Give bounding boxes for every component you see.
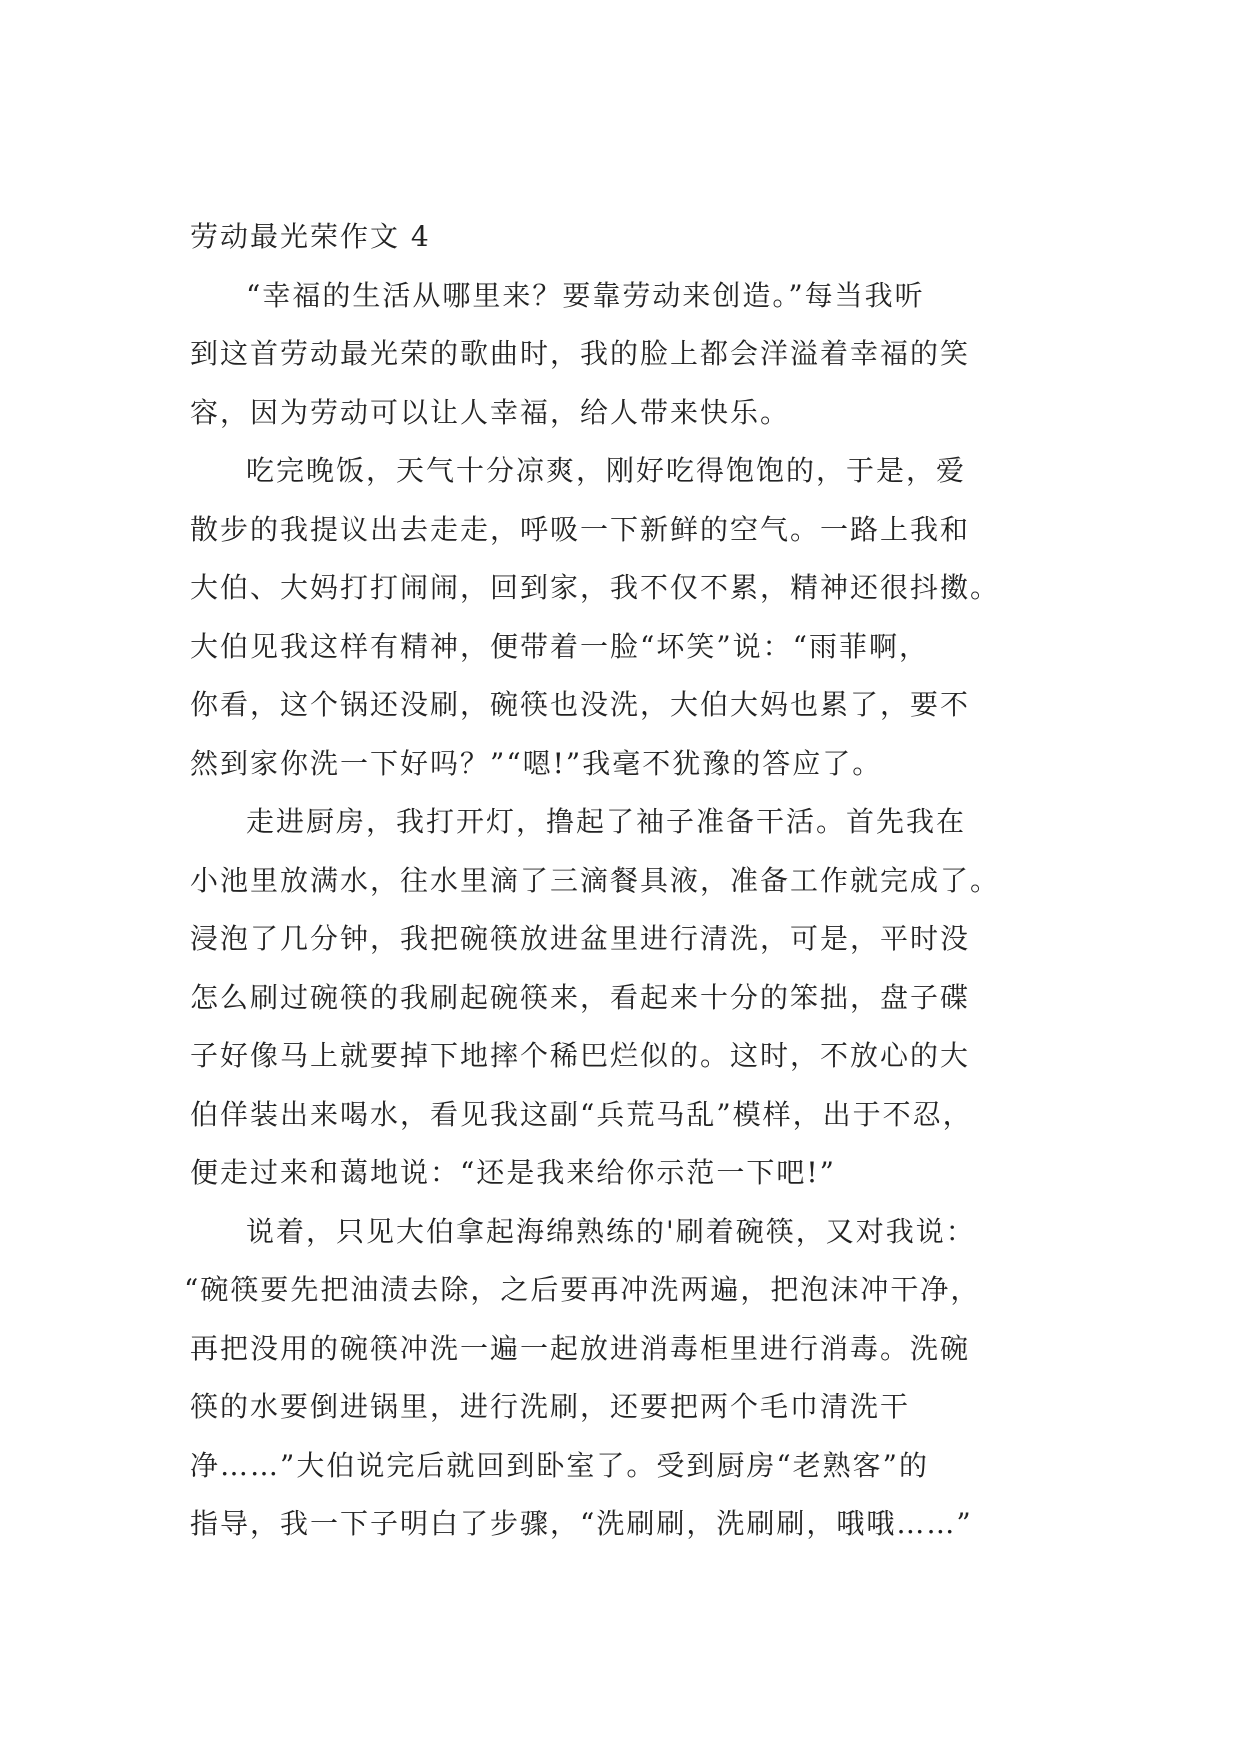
paragraph-line: 大伯见我这样有精神，便带着一脸“坏笑”说：“雨菲啊， bbox=[190, 629, 929, 663]
paragraph-line: 净……”大伯说完后就回到卧室了。受到厨房“老熟客”的 bbox=[190, 1448, 929, 1482]
paragraph-line: 伯佯装出来喝水，看见我这副“兵荒马乱”模样，出于不忍， bbox=[190, 1097, 973, 1131]
article-title: 劳动最光荣作文 4 bbox=[190, 220, 431, 253]
paragraph-line: 散步的我提议出去走走，呼吸一下新鲜的空气。一路上我和 bbox=[190, 512, 971, 546]
paragraph-line: 指导，我一下子明白了步骤，“洗刷刷，洗刷刷，哦哦……” bbox=[190, 1507, 973, 1540]
paragraph-line: “幸福的生活从哪里来？要靠劳动来创造。”每当我听 bbox=[246, 278, 925, 312]
paragraph-line: 子好像马上就要掉下地摔个稀巴烂似的。这时，不放心的大 bbox=[190, 1039, 971, 1072]
paragraph-line: 到这首劳动最光荣的歌曲时，我的脸上都会洋溢着幸福的笑 bbox=[190, 337, 971, 370]
paragraph-line: 再把没用的碗筷冲洗一遍一起放进消毒柜里进行消毒。洗碗 bbox=[190, 1331, 971, 1365]
paragraph-line: “碗筷要先把油渍去除，之后要再冲洗两遍，把泡沫冲干净， bbox=[184, 1273, 981, 1306]
paragraph-1 bbox=[190, 267, 1045, 443]
paragraph-line: 筷的水要倒进锅里，进行洗刷，还要把两个毛巾清洗干 bbox=[190, 1390, 911, 1423]
paragraph-line: 容，因为劳动可以让人幸福，给人带来快乐。 bbox=[190, 395, 791, 429]
paragraph-line: 便走过来和蔼地说：“还是我来给你示范一下吧!” bbox=[190, 1156, 836, 1189]
paragraph-line: 说着，只见大伯拿起海绵熟练的'刷着碗筷，又对我说： bbox=[246, 1214, 976, 1248]
paragraph-2 bbox=[190, 442, 1045, 793]
paragraph-line: 大伯、大妈打打闹闹，回到家，我不仅不累，精神还很抖擞。 bbox=[190, 571, 1001, 604]
article-content bbox=[184, 208, 1045, 1554]
paragraph-line: 吃完晚饭，天气十分凉爽，刚好吃得饱饱的，于是，爱 bbox=[246, 454, 967, 487]
paragraph-line: 怎么刷过碗筷的我刷起碗筷来，看起来十分的笨拙，盘子碟 bbox=[190, 980, 971, 1014]
paragraph-line: 你看，这个锅还没刷，碗筷也没洗，大伯大妈也累了，要不 bbox=[190, 688, 971, 721]
paragraph-line: 浸泡了几分钟，我把碗筷放进盆里进行清洗，可是，平时没 bbox=[190, 922, 971, 955]
paragraph-line: 然到家你洗一下好吗？”“嗯!”我毫不犹豫的答应了。 bbox=[190, 746, 883, 780]
paragraph-3 bbox=[190, 793, 1045, 1203]
paragraph-line: 走进厨房，我打开灯，撸起了袖子准备干活。首先我在 bbox=[246, 805, 967, 838]
paragraph-4 bbox=[184, 1203, 1045, 1554]
paragraph-line: 小池里放满水，往水里滴了三滴餐具液，准备工作就完成了。 bbox=[190, 863, 1001, 897]
